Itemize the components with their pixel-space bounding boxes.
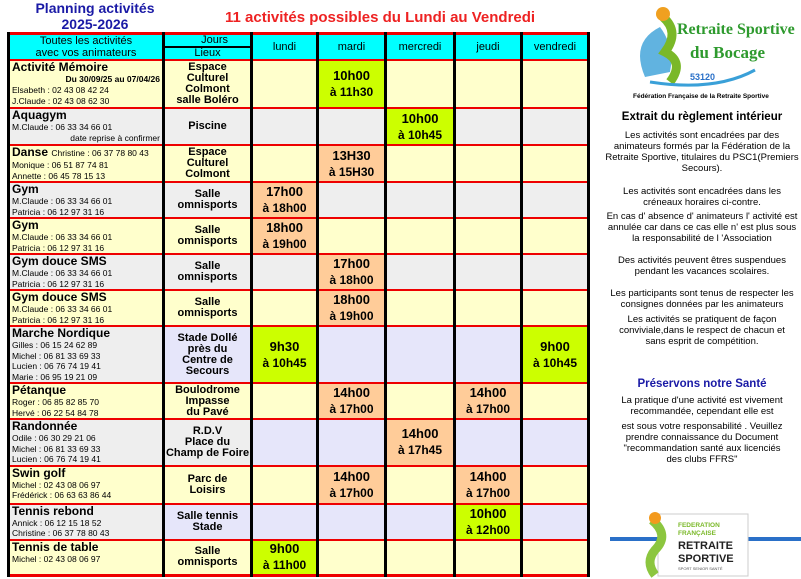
activity-name [12, 255, 162, 268]
contact: Michel : 06 81 33 69 33 [12, 350, 101, 361]
activity-name-text: Gym douce SMS [12, 254, 107, 268]
contact: Christine : 06 37 78 80 43 [12, 528, 110, 538]
reglement-p2: Les activités sont encadrées dans les créneaux horaires ci-contre. [623, 186, 781, 208]
activity-cell [9, 254, 164, 290]
activity-name [12, 61, 162, 74]
activity-cell [9, 466, 164, 504]
empty-mercredi [386, 218, 455, 254]
slot-start: 14h00 [333, 468, 370, 484]
slot-vendredi [522, 326, 589, 383]
activity-name [12, 109, 162, 122]
activity-cell [9, 383, 164, 419]
activity-name-text: Tennis rebond [12, 503, 94, 518]
slot-end: à 11h30 [329, 85, 374, 99]
empty-vendredi [522, 290, 589, 326]
empty-vendredi [522, 60, 589, 108]
empty-mercredi [386, 504, 455, 540]
lieu-cell [164, 145, 252, 182]
slot-start: 14h00 [469, 385, 507, 400]
activity-name-text: Danse [12, 145, 49, 159]
contact: Marie : 06 95 19 21 09 [12, 371, 98, 382]
slot-start: 17h00 [333, 256, 370, 271]
slot-mardi [318, 290, 386, 326]
reglement-p5: Les participants sont tenus de respecter les consignes données par les animateurs [610, 288, 794, 310]
empty-jeudi [455, 326, 522, 383]
slot-jeudi [455, 466, 522, 504]
lieu-line: Stade Dollé [177, 331, 238, 344]
empty-vendredi [522, 419, 589, 466]
lieu-cell [164, 108, 252, 145]
empty-jeudi [455, 419, 522, 466]
reglement-p6: Les activités se pratiquent de façon conviviale,dans le respect de chacun et sans esprit de compétition. [619, 314, 785, 347]
activity-cell [9, 108, 164, 145]
contact: Odile : 06 30 29 21 06 [12, 433, 96, 443]
lieu-cell [164, 326, 252, 383]
title-line1: Planning activités [35, 0, 155, 16]
contact: M.Claude : 06 33 34 66 01 [12, 122, 113, 132]
lieu-line: Place du [184, 435, 231, 448]
empty-mardi [318, 218, 386, 254]
empty-lundi [252, 254, 318, 290]
activity-row [9, 466, 589, 504]
logo-federation: Fédération Française de la Retraite Sportive [633, 93, 769, 100]
slot-lundi [252, 182, 318, 218]
empty-mercredi [386, 540, 455, 576]
empty-lundi [252, 60, 318, 108]
lieu-cell [164, 182, 252, 218]
sante-section [603, 379, 801, 465]
activity-name-text: Gym douce SMS [12, 290, 107, 304]
activity-cell [9, 182, 164, 218]
lieu-line: Espace [188, 146, 227, 158]
logo2-tagline: SPORT SENIOR SANTÉ [678, 566, 723, 571]
slot-lundi [252, 326, 318, 383]
sante-p1: La pratique d'une activité est vivement recommandée, cependant elle est [621, 395, 783, 417]
empty-mercredi [386, 254, 455, 290]
activity-row [9, 383, 589, 419]
empty-jeudi [455, 145, 522, 182]
slot-start: 9h30 [269, 338, 300, 354]
slot-jeudi [455, 504, 522, 540]
empty-lundi [252, 383, 318, 419]
contact: Patricia : 06 12 97 31 16 [12, 278, 105, 289]
empty-vendredi [522, 254, 589, 290]
logo2-line3: RETRAITE [678, 540, 733, 552]
empty-jeudi [455, 182, 522, 218]
contact: Patricia : 06 12 97 31 16 [12, 242, 105, 253]
slot-start: 14h00 [333, 385, 370, 400]
activity-name [12, 505, 162, 518]
lieu-line: salle Boléro [176, 94, 239, 106]
logo-line2: du Bocage [690, 43, 766, 62]
activity-name [12, 146, 162, 160]
ffrs-logo [610, 500, 801, 579]
slot-mardi [318, 466, 386, 504]
activity-name-text: Tennis de table [12, 539, 99, 554]
empty-jeudi [455, 218, 522, 254]
logo2-line2: FRANÇAISE [678, 530, 716, 537]
empty-mercredi [386, 383, 455, 419]
slot-end: à 17h00 [465, 402, 511, 416]
lieu-cell [164, 218, 252, 254]
contact: Annette : 06 45 78 15 13 [12, 170, 106, 181]
empty-jeudi [455, 540, 522, 576]
contact: Hervé : 06 22 54 84 78 [12, 407, 99, 418]
reglement-p4: Des activités peuvent êtres suspendues pendant les vacances scolaires. [618, 255, 786, 277]
contact: Patricia : 06 12 97 31 16 [12, 206, 105, 217]
empty-vendredi [522, 145, 589, 182]
activity-name [12, 384, 162, 397]
activity-cell [9, 540, 164, 576]
contact: Gilles : 06 15 24 62 89 [12, 340, 98, 350]
slot-lundi [252, 540, 318, 576]
lieu-line: Loisirs [189, 483, 226, 496]
activity-name-text: Activité Mémoire [12, 60, 109, 74]
activity-name-text: Swin golf [12, 465, 66, 480]
empty-mardi [318, 419, 386, 466]
lieu-line: omnisports [177, 271, 238, 283]
contact: M.Claude : 06 33 34 66 01 [12, 304, 113, 314]
header-day-mercredi: mercredi [386, 34, 455, 61]
slot-end: à 17h00 [465, 485, 511, 500]
contact: Michel : 02 43 08 06 97 [12, 479, 101, 490]
header-day-jeudi: jeudi [455, 34, 522, 61]
activity-name [12, 183, 162, 196]
contact: Michel : 02 43 08 06 97 [12, 553, 101, 564]
slot-start: 14h00 [401, 426, 439, 442]
activity-cell [9, 145, 164, 182]
lieu-line: Salle [194, 224, 221, 236]
logo-code: 53120 [690, 72, 716, 82]
contact: Christine : 06 37 78 80 43 [51, 148, 149, 158]
contact: M.Claude : 06 33 34 66 01 [12, 232, 113, 242]
lieu-line: Salle tennis [176, 509, 239, 522]
logo-line1: Retraite Sportive [677, 21, 795, 38]
activity-row [9, 326, 589, 383]
lieu-line: omnisports [177, 307, 238, 319]
lieu-cell [164, 466, 252, 504]
empty-mardi [318, 182, 386, 218]
header-activities-line2: avec vos animateurs [35, 47, 137, 59]
slot-start: 9h00 [540, 338, 570, 354]
activity-row [9, 60, 589, 108]
header-jours: Jours [165, 35, 250, 48]
activity-cell [9, 419, 164, 466]
slot-end: à 17h00 [329, 402, 374, 416]
empty-mercredi [386, 182, 455, 218]
empty-vendredi [522, 218, 589, 254]
lieu-line: Impasse [185, 394, 230, 407]
empty-mercredi [386, 326, 455, 383]
retraite-sportive-bocage-logo [625, 2, 800, 102]
header-activities-line1: Toutes les activités [39, 35, 133, 47]
empty-vendredi [522, 540, 589, 576]
header-day-lundi: lundi [252, 34, 318, 61]
activity-cell [9, 326, 164, 383]
slot-jeudi [455, 383, 522, 419]
empty-mardi [318, 504, 386, 540]
activity-row [9, 540, 589, 576]
slot-end: à 18h00 [262, 201, 307, 215]
empty-lundi [252, 466, 318, 504]
slot-start: 18h00 [266, 220, 303, 235]
activity-name [12, 467, 162, 480]
header-day-mardi: mardi [318, 34, 386, 61]
activity-name [12, 291, 162, 304]
lieu-line: Piscine [188, 120, 227, 132]
contact: Monique : 06 51 87 74 81 [12, 160, 109, 170]
empty-vendredi [522, 383, 589, 419]
slot-end: à 12h00 [465, 522, 511, 537]
activity-dates: Du 30/09/25 au 07/04/26 [65, 74, 160, 84]
lieu-cell [164, 504, 252, 540]
sante-title: Préservons notre Santé [637, 378, 767, 390]
lieu-line: Boulodrome [175, 383, 240, 396]
empty-lundi [252, 145, 318, 182]
header-row [9, 34, 589, 61]
subtitle: 11 activités possibles du Lundi au Vendredi [225, 9, 536, 26]
reglement-title: Extrait du règlement intérieur [621, 111, 783, 123]
slot-start: 13H30 [332, 147, 371, 163]
contact: M.Claude : 06 33 34 66 01 [12, 268, 113, 278]
activity-row [9, 254, 589, 290]
reglement-section [603, 112, 801, 347]
slot-start: 14h00 [469, 468, 507, 484]
activity-row [9, 108, 589, 145]
contact: Michel : 06 81 33 69 33 [12, 443, 101, 454]
activity-row [9, 419, 589, 466]
activity-name [12, 219, 162, 232]
activity-cell [9, 290, 164, 326]
slot-start: 10h00 [469, 505, 507, 521]
lieu-cell [164, 254, 252, 290]
header-lieux: Lieux [194, 47, 221, 59]
slot-start: 17h00 [266, 184, 303, 199]
schedule-table [7, 32, 590, 577]
empty-jeudi [455, 254, 522, 290]
slot-end: à 17h45 [397, 443, 443, 458]
slot-end: à 10h45 [532, 355, 578, 370]
sante-p2: est sous votre responsabilité . Veuillez prendre connaissance du Document "recommandation santé aux licenciés des clubs FFRS" [621, 421, 783, 465]
slot-end: à 15H30 [328, 164, 375, 179]
empty-mercredi [386, 290, 455, 326]
empty-lundi [252, 290, 318, 326]
activity-name-text: Marche Nordique [12, 326, 111, 340]
activity-note: date reprise à confirmer [70, 132, 160, 143]
activity-cell [9, 218, 164, 254]
slot-mardi [318, 145, 386, 182]
empty-mercredi [386, 466, 455, 504]
empty-lundi [252, 504, 318, 540]
empty-lundi [252, 108, 318, 145]
lieu-line: omnisports [177, 556, 238, 569]
slot-lundi [252, 218, 318, 254]
activity-cell [9, 60, 164, 108]
planning-title [20, 0, 170, 32]
empty-jeudi [455, 290, 522, 326]
lieu-line: omnisports [177, 235, 238, 247]
lieu-cell [164, 60, 252, 108]
empty-mardi [318, 326, 386, 383]
lieu-line: Espace [188, 61, 227, 73]
lieu-line: Stade [192, 520, 223, 533]
slot-end: à 19h00 [262, 237, 307, 251]
logo2-line1: FEDERATION [678, 522, 720, 529]
header-activities [9, 34, 164, 61]
slot-end: à 19h00 [329, 309, 374, 323]
lieu-line: près du [187, 342, 228, 355]
lieu-line: omnisports [177, 199, 238, 211]
empty-vendredi [522, 504, 589, 540]
logo2-line4: SPORTIVE [678, 553, 734, 565]
activity-name-text: Pétanque [12, 383, 67, 397]
empty-vendredi [522, 466, 589, 504]
lieu-cell [164, 383, 252, 419]
empty-lundi [252, 419, 318, 466]
slot-start: 9h00 [269, 541, 300, 557]
contact: Frédérick : 06 63 63 86 44 [12, 490, 112, 500]
slot-mardi [318, 254, 386, 290]
lieu-line: Salle [194, 545, 221, 558]
empty-mercredi [386, 145, 455, 182]
empty-mercredi [386, 60, 455, 108]
title-year: 2025-2026 [61, 16, 129, 32]
slot-end: à 18h00 [329, 273, 374, 287]
contact: Lucien : 06 76 74 19 41 [12, 454, 101, 464]
contact: Annick : 06 12 15 18 52 [12, 517, 102, 528]
contact: M.Claude : 06 33 34 66 01 [12, 196, 113, 206]
contact: Elsabeth : 02 43 08 42 24 [12, 85, 109, 95]
lieu-cell [164, 290, 252, 326]
lieu-line: Salle [194, 188, 221, 200]
reglement-p1: Les activités sont encadrées par des animateurs formés par la Fédération de la Retraite Sportive, titulaires du PSC1(Premiers Secours). [605, 130, 799, 174]
lieu-line: Salle [194, 260, 221, 272]
slot-start: 10h00 [333, 68, 370, 83]
activity-row [9, 145, 589, 182]
lieu-line: Salle [194, 296, 221, 308]
contact: Lucien : 06 76 74 19 41 [12, 361, 101, 371]
lieu-line: du Pavé [186, 405, 229, 418]
lieu-cell [164, 419, 252, 466]
slot-mardi [318, 60, 386, 108]
empty-jeudi [455, 60, 522, 108]
slot-mercredi [386, 108, 455, 145]
lieu-cell [164, 540, 252, 576]
slot-end: à 17h00 [329, 485, 374, 500]
header-jours-lieux [164, 34, 252, 61]
contact: Roger : 06 85 82 85 70 [12, 397, 99, 407]
empty-mardi [318, 540, 386, 576]
slot-start: 10h00 [401, 110, 439, 126]
slot-mercredi [386, 419, 455, 466]
lieu-line: R.D.V [192, 424, 223, 437]
activity-row [9, 182, 589, 218]
activity-name-text: Randonnée [12, 419, 78, 433]
activity-row [9, 290, 589, 326]
slot-end: à 10h45 [262, 355, 307, 370]
slot-mardi [318, 383, 386, 419]
contact: J.Claude : 02 43 08 62 30 [12, 95, 110, 106]
activity-row [9, 504, 589, 540]
reglement-p3: En cas d' absence d' animateurs l' activité est annulée car dans ce cas elle n' est plus sous la responsabilité de l 'Association [606, 211, 798, 244]
empty-jeudi [455, 108, 522, 145]
activity-name-text: Gym [12, 218, 39, 232]
empty-vendredi [522, 182, 589, 218]
lieu-line: Culturel Colmont [185, 72, 230, 95]
activity-name [12, 327, 162, 340]
empty-mardi [318, 108, 386, 145]
activity-name [12, 420, 162, 433]
activity-name [12, 541, 162, 554]
lieu-line: Culturel Colmont [185, 157, 230, 180]
lieu-line: Champ de Foire [165, 446, 250, 459]
slot-end: à 10h45 [397, 127, 443, 142]
empty-vendredi [522, 108, 589, 145]
activity-name-text: Aquagym [12, 108, 67, 122]
contact: Patricia : 06 12 97 31 16 [12, 314, 105, 325]
activity-row [9, 218, 589, 254]
header-day-vendredi: vendredi [522, 34, 589, 61]
lieu-line: Secours [185, 364, 230, 377]
slot-start: 18h00 [333, 292, 370, 307]
activity-cell [9, 504, 164, 540]
lieu-line: Centre de [182, 353, 233, 366]
slot-end: à 11h00 [262, 558, 307, 573]
lieu-line: Parc de [187, 472, 228, 485]
activity-name-text: Gym [12, 182, 39, 196]
